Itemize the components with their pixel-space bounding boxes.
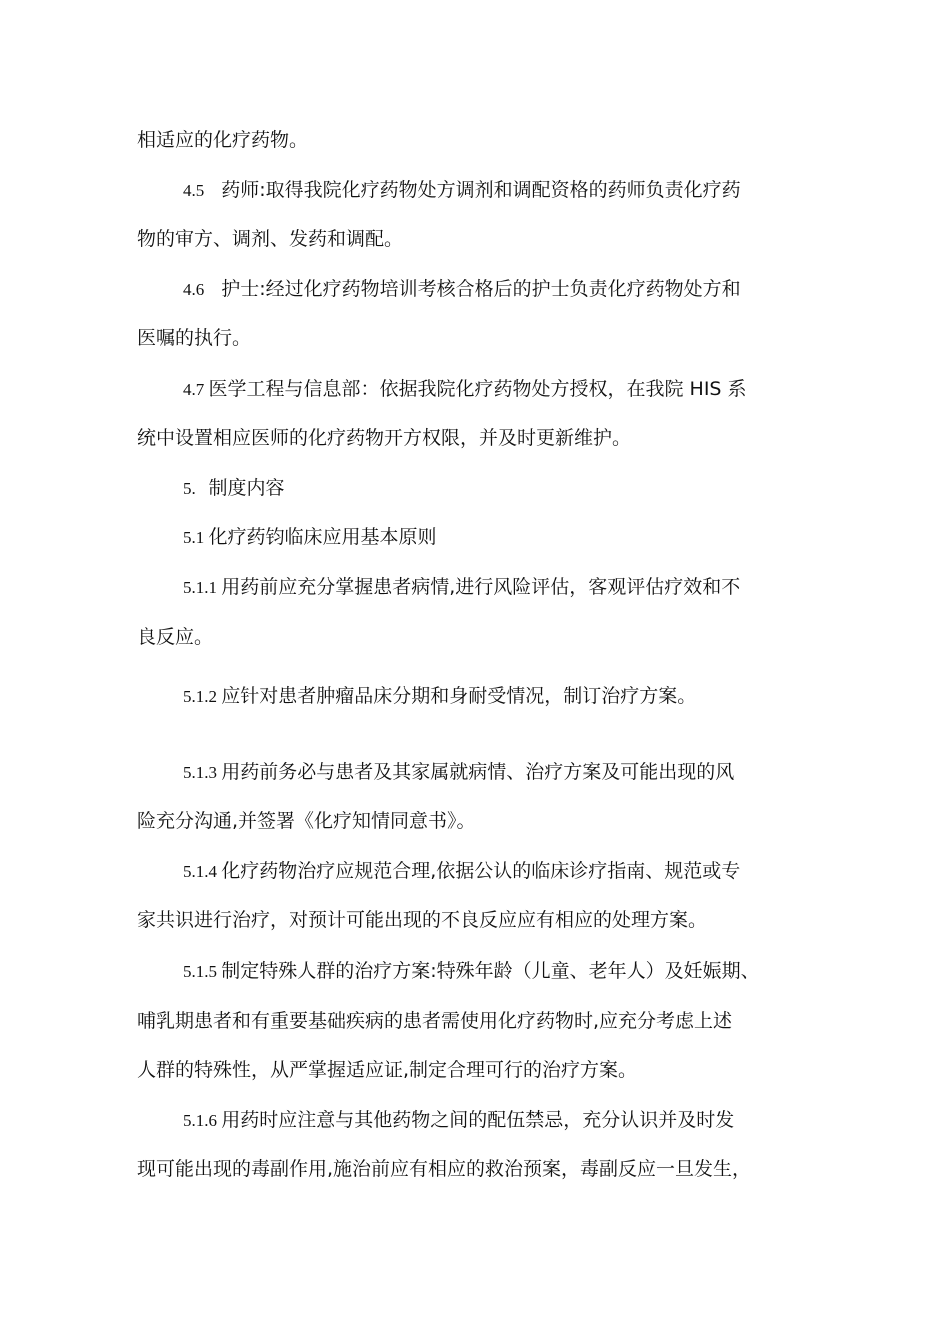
clause-number: 5.1.6 xyxy=(183,1111,222,1130)
line-text: 护士:经过化疗药物培训考核合格后的护士负责化疗药物处方和 xyxy=(221,278,741,300)
text-line xyxy=(137,1008,732,1035)
line-text: 制度内容 xyxy=(208,477,285,499)
line-text: 医学工程与信息部：依据我院化疗药物处方授权，在我院 HIS 系 xyxy=(208,378,747,400)
text-line xyxy=(183,574,740,601)
line-text: 用药前应充分掌握患者病情,进行风险评估，客观评估疗效和不 xyxy=(221,576,741,598)
line-text: 药师:取得我院化疗药物处方调剂和调配资格的药师负责化疗药 xyxy=(221,179,741,201)
text-line xyxy=(137,624,213,651)
line-text: 制定特殊人群的治疗方案:特殊年龄（儿童、老年人）及妊娠期、 xyxy=(221,960,760,982)
clause-number: 5. xyxy=(183,479,209,498)
line-text: 险充分沟通,并签署《化疗知情同意书》。 xyxy=(137,810,476,832)
text-line xyxy=(183,858,740,885)
clause-number: 5.1 xyxy=(183,528,209,547)
text-line xyxy=(137,907,707,934)
line-text: 应针对患者肿瘤品床分期和身耐受情况，制订治疗方案。 xyxy=(221,685,697,707)
line-text: 相适应的化疗药物。 xyxy=(137,129,309,151)
clause-number: 5.1.2 xyxy=(183,687,222,706)
text-line xyxy=(137,425,631,452)
text-line xyxy=(137,808,476,835)
line-text: 用药前务必与患者及其家属就病情、治疗方案及可能出现的风 xyxy=(221,761,735,783)
line-text: 医嘱的执行。 xyxy=(137,327,252,349)
clause-number: 4.7 xyxy=(183,380,209,399)
text-line xyxy=(183,376,747,403)
text-line xyxy=(183,958,760,985)
section-heading xyxy=(183,475,285,502)
clause-number: 5.1.3 xyxy=(183,763,222,782)
line-text: 化疗药物治疗应规范合理,依据公认的临床诊疗指南、规范或专 xyxy=(221,860,741,882)
line-text: 良反应。 xyxy=(137,626,214,648)
text-line xyxy=(137,226,403,253)
text-line xyxy=(137,1057,637,1084)
line-text: 化疗药钧临床应用基本原则 xyxy=(208,526,437,548)
clause-number: 4.5 xyxy=(183,181,222,200)
subsection-heading xyxy=(183,524,437,551)
line-text: 家共识进行治疗，对预计可能出现的不良反应应有相应的处理方案。 xyxy=(137,909,708,931)
line-text: 统中设置相应医师的化疗药物开方权限，并及时更新维护。 xyxy=(137,427,632,449)
text-line xyxy=(183,759,734,786)
text-line xyxy=(137,1156,751,1183)
text-line xyxy=(183,683,696,710)
line-text: 用药时应注意与其他药物之间的配伍禁忌，充分认识并及时发 xyxy=(221,1109,735,1131)
text-line xyxy=(137,325,251,352)
text-line xyxy=(183,177,741,204)
line-text: 人群的特殊性，从严掌握适应证,制定合理可行的治疗方案。 xyxy=(137,1059,638,1081)
clause-number: 5.1.4 xyxy=(183,862,222,881)
text-line xyxy=(183,1107,734,1134)
text-line xyxy=(183,276,741,303)
line-text: 物的审方、调剂、发药和调配。 xyxy=(137,228,404,250)
clause-number: 4.6 xyxy=(183,280,222,299)
line-text: 现可能出现的毒副作用,施治前应有相应的救治预案，毒副反应一旦发生， xyxy=(137,1158,752,1180)
text-line xyxy=(137,127,308,154)
line-text: 哺乳期患者和有重要基础疾病的患者需使用化疗药物时,应充分考虑上述 xyxy=(137,1010,733,1032)
clause-number: 5.1.1 xyxy=(183,578,222,597)
clause-number: 5.1.5 xyxy=(183,962,222,981)
